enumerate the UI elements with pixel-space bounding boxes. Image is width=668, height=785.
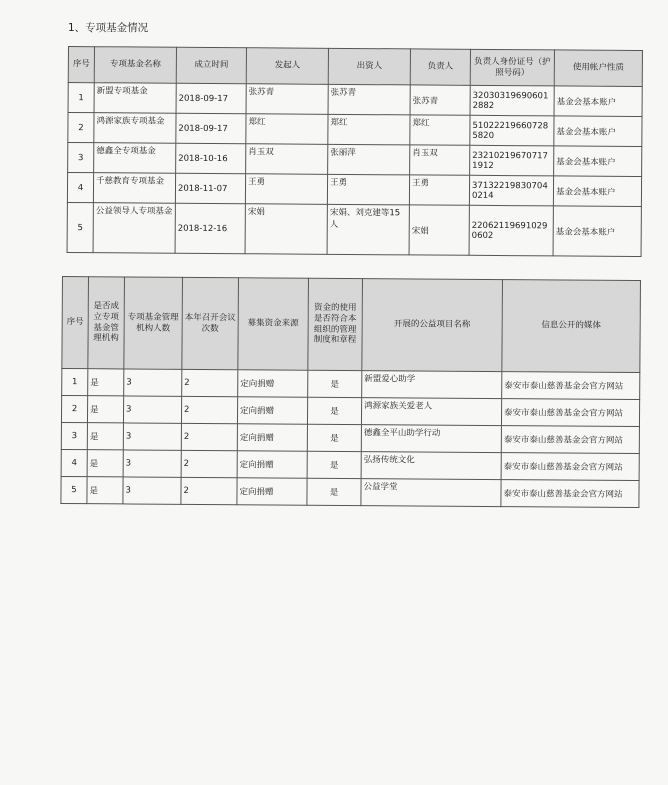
table-cell: 是 — [88, 369, 124, 396]
table-row — [67, 202, 641, 256]
table-cell: 基金会基本账户 — [554, 86, 642, 117]
table-cell: 3 — [124, 369, 182, 396]
table-cell: 鸿源家族专项基金 — [94, 113, 176, 144]
table-cell: 2018-11-07 — [175, 173, 245, 203]
header-cell: 专项基金管理机构人数 — [124, 277, 183, 369]
header-cell: 发起人 — [246, 48, 328, 85]
table-row — [61, 476, 639, 507]
table-row — [62, 369, 640, 400]
header-cell: 使用帐户性质 — [554, 50, 642, 87]
table-cell: 新盟专项基金 — [94, 83, 176, 114]
header-cell: 资金的使用是否符合本组织的管理制度和章程 — [308, 278, 363, 370]
header-cell: 信息公开的媒体 — [502, 280, 641, 373]
table-row — [68, 113, 642, 147]
table-cell: 是 — [307, 478, 361, 505]
fund-management-table — [60, 276, 641, 508]
table-cell: 基金会基本账户 — [554, 116, 642, 147]
header-cell: 募集资金来源 — [238, 278, 309, 370]
table-cell: 2 — [181, 450, 237, 477]
table-header-row — [62, 277, 641, 373]
table-cell: 新盟爱心助学 — [362, 371, 502, 399]
table-cell: 基金会基本账户 — [553, 176, 641, 207]
table-cell: 2 — [61, 396, 87, 423]
table-cell: 定向捐赠 — [237, 424, 307, 451]
table-cell: 肖玉双 — [246, 144, 328, 175]
table-cell: 德鑫全平山助学行动 — [361, 425, 501, 453]
table-cell: 2 — [181, 477, 237, 504]
table-cell: 公益领导人专项基金 — [93, 203, 175, 254]
table-cell: 2 — [182, 369, 238, 396]
table-cell: 泰安市泰山慈善基金会官方网站 — [501, 399, 639, 427]
table-cell: 3 — [123, 396, 181, 423]
table-cell: 5 — [67, 202, 93, 252]
table-cell: 3 — [123, 477, 181, 504]
table-cell: 宋娟 — [409, 205, 469, 255]
table-cell: 是 — [87, 396, 123, 423]
table-cell: 4 — [61, 449, 87, 476]
header-cell: 本年召开会议次数 — [182, 277, 239, 369]
table-cell: 232102196707171912 — [470, 145, 554, 176]
table-cell: 2018-10-16 — [176, 143, 246, 173]
table-cell: 定向捐赠 — [237, 397, 307, 424]
table-cell: 泰安市泰山慈善基金会官方网站 — [501, 453, 639, 481]
table-cell: 泰安市泰山慈善基金会官方网站 — [501, 480, 639, 508]
table-cell: 千慈教育专项基金 — [93, 173, 175, 204]
header-cell: 开展的公益项目名称 — [362, 279, 503, 372]
table-cell: 定向捐赠 — [237, 478, 307, 505]
table-cell: 基金会基本账户 — [554, 146, 642, 177]
table-cell: 2 — [181, 396, 237, 423]
table-cell: 220621196910290602 — [469, 205, 553, 256]
table-cell: 3 — [61, 422, 87, 449]
table-cell: 4 — [67, 173, 93, 203]
table-cell: 基金会基本账户 — [553, 206, 641, 257]
header-cell: 是否成立专项基金管理机构 — [88, 277, 125, 369]
table-cell: 是 — [307, 451, 361, 478]
table-row — [68, 143, 642, 177]
table-cell: 肖玉双 — [410, 145, 470, 175]
table-cell: 510222196607285820 — [470, 115, 554, 146]
table-row — [67, 173, 641, 207]
table-cell: 张苏青 — [410, 85, 470, 115]
table-cell: 宋娟、刘克建等15人 — [327, 204, 409, 255]
header-cell: 负责人 — [410, 49, 470, 85]
table-cell: 弘扬传统文化 — [361, 452, 501, 480]
table-cell: 德鑫全专项基金 — [94, 143, 176, 174]
header-cell: 序号 — [62, 277, 89, 369]
header-cell: 序号 — [68, 47, 94, 83]
table-cell: 王勇 — [327, 174, 409, 205]
table-cell: 1 — [62, 369, 88, 396]
table-cell: 是 — [87, 423, 123, 450]
table-cell: 3 — [68, 143, 94, 173]
section-title: 1、专项基金情况 — [68, 22, 149, 34]
table-cell: 宋娟 — [245, 204, 327, 255]
header-cell: 出资人 — [328, 48, 410, 85]
table-cell: 是 — [308, 370, 362, 397]
table-row — [61, 449, 639, 480]
table-cell: 是 — [87, 450, 123, 477]
table-cell: 定向捐赠 — [238, 370, 308, 397]
table-cell: 2 — [181, 423, 237, 450]
table-cell: 郑红 — [246, 114, 328, 145]
table-cell: 张苏青 — [328, 84, 410, 115]
table-cell: 3 — [123, 423, 181, 450]
table-cell: 公益学堂 — [361, 479, 501, 507]
table-cell: 郑红 — [328, 114, 410, 145]
table-cell: 2018-09-17 — [176, 83, 246, 113]
table-cell: 郑红 — [410, 115, 470, 145]
special-fund-table — [67, 46, 643, 257]
table-cell: 王勇 — [409, 175, 469, 205]
table-cell: 泰安市泰山慈善基金会官方网站 — [501, 426, 639, 454]
table-row — [61, 422, 639, 453]
header-cell: 专项基金名称 — [94, 47, 176, 84]
table-cell: 2 — [68, 113, 94, 143]
table-cell: 2018-12-16 — [175, 203, 245, 253]
table-cell: 是 — [307, 424, 361, 451]
table-cell: 王勇 — [245, 174, 327, 205]
table-cell: 张苏青 — [246, 84, 328, 115]
table-cell: 2018-09-17 — [176, 113, 246, 143]
table-cell: 371322198307040214 — [469, 175, 553, 206]
table-header-row — [68, 47, 642, 87]
table-cell: 1 — [68, 83, 94, 113]
table-cell: 3 — [123, 450, 181, 477]
table-row — [61, 396, 639, 427]
table-cell: 320303196906012882 — [470, 85, 554, 116]
table-cell: 是 — [87, 477, 123, 504]
header-cell: 成立时间 — [176, 47, 246, 83]
table-cell: 鸿源家族关爱老人 — [361, 398, 501, 426]
table-row — [68, 83, 642, 117]
table-cell: 定向捐赠 — [237, 451, 307, 478]
header-cell: 负责人身份证号（护照号码） — [470, 49, 554, 86]
table-cell: 5 — [61, 476, 87, 503]
table-cell: 张丽萍 — [328, 144, 410, 175]
table-cell: 泰安市泰山慈善基金会官方网站 — [502, 372, 640, 400]
table-cell: 是 — [307, 397, 361, 424]
